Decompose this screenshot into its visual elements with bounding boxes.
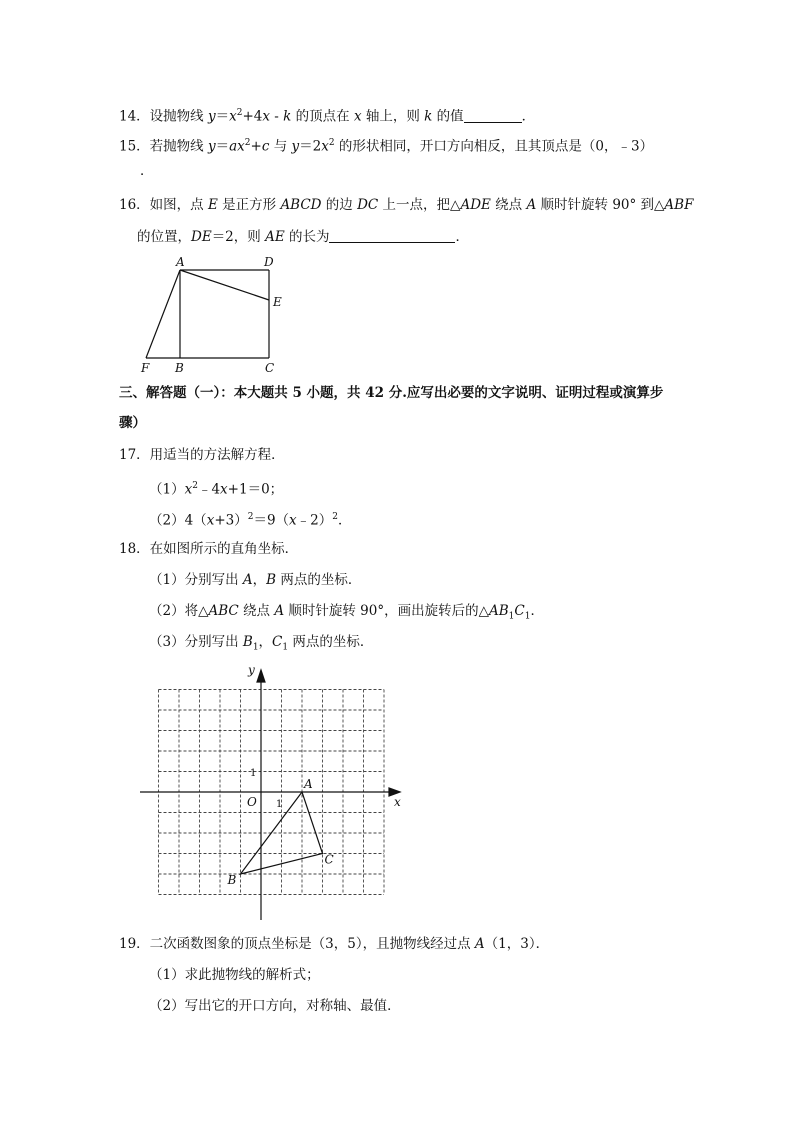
label-unit-y: 1 [250, 768, 257, 779]
label-y: y [248, 663, 255, 677]
question-16-cont: 的位置，DE＝2，则 AE 的长为 ． [137, 229, 469, 245]
section-3-heading: 三、解答题（一）：本大题共 5 小题，共 42 分.应写出必要的文字说明、证明过程或演算步 [119, 385, 664, 401]
label-b: B [175, 361, 184, 375]
question-17-part-2: $(2)4(x+3)^2=9(x﹣2)^2$． [149, 512, 352, 529]
label-d: D [264, 255, 274, 269]
question-18: 18．在如图所示的直角坐标． [119, 541, 299, 557]
answer-blank [464, 109, 522, 123]
question-14: 14．设抛物线 $y=x^2+4x - k$ 的顶点在 x 轴上，则 k 的值 ． [119, 108, 536, 125]
question-19-part-1: （1）求此抛物线的解析式； [149, 967, 320, 983]
label-a: A [304, 777, 313, 791]
label-e: E [273, 295, 282, 309]
question-15: 15．若抛物线 $y=ax^2+c$ 与 $y=2x^2$ 的形状相同，开口方向相反，且其顶点是（0，﹣3） [119, 138, 654, 155]
label-c: C [265, 361, 275, 375]
label-x: x [394, 795, 401, 809]
question-16: 16．如图，点 E 是正方形 ABCD 的边 DC 上一点，把△ADE 绕点 A 顺时针旋转 90° 到△ABF [119, 197, 694, 213]
label-a: A [176, 255, 185, 269]
segment-af [146, 270, 180, 358]
question-19: 19．二次函数图象的顶点坐标是（3，5），且抛物线经过点 A（1，3）． [119, 936, 550, 952]
question-18-part-2: （2）将△ABC 绕点 A 顺时针旋转 90°，画出旋转后的$\triangle AB_1C_1$． [149, 603, 544, 622]
label-b: B [227, 873, 237, 887]
question-15-end: ． [140, 163, 154, 179]
question-17: 17．用适当的方法解方程． [119, 447, 285, 463]
figure-18-coordinate-grid [130, 658, 420, 928]
y-axis-arrow [257, 670, 265, 682]
segment-ae [180, 270, 269, 300]
label-unit-x: 1 [276, 799, 283, 810]
label-c: C [324, 852, 334, 867]
answer-blank [329, 229, 455, 243]
question-19-part-2: （2）写出它的开口方向，对称轴、最值． [149, 998, 401, 1014]
label-f: F [141, 361, 150, 375]
question-18-part-3: （3）分别写出 $B_1$，$C_1$ 两点的坐标． [149, 634, 374, 653]
figure-16-square [135, 252, 295, 376]
question-18-part-1: （1）分别写出 A，B 两点的坐标． [149, 572, 362, 588]
label-origin: O [247, 795, 257, 809]
question-17-part-1: $(1)x^2﹣4x+1=0$； [149, 481, 284, 498]
section-3-heading-cont: 骤） [119, 415, 146, 431]
